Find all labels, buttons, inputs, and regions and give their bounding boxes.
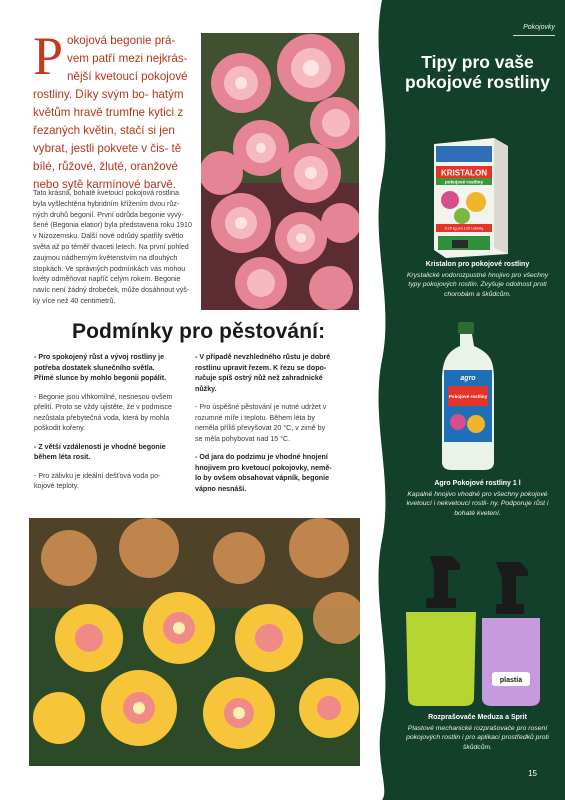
condition-item: - Pro spokojený růst a vývoj rostliny je potřeba dostatek slunečního světla. Přímé slunce by mohlo begonii popálit.	[34, 353, 167, 382]
conditions-left-column	[34, 352, 173, 500]
kristalon-dose-label: 0,25 kg pro 125 l zálivky	[444, 226, 484, 231]
agro-product-label: Pokojové rostliny	[448, 394, 488, 399]
section-tag-underline	[513, 35, 555, 36]
product-desc-sprayers: Plastové mechanické rozprašovače pro rosení pokojových rostlin i pro aplikaci prostředků proti škůdcům.	[406, 725, 549, 751]
condition-item: - Od jara do podzimu je vhodné hnojení hnojivem pro kvetoucí pokojovky, nemě- lo by ovšem obsahovat vápník, begonie vápno nesnáší.	[195, 453, 332, 493]
intro-body: Tato krásná, bohatě kvetoucí pokojová rostlina byla vyšlechtěna hybridním křížením dvou růz- ných druhů begonií. První odrůda begonie vyvý- šené (Begonia elatior) byla představena roku 1910 v Nizozemsku. Další nové odrůdy spatřily světlo světa až po téměř dvaceti letech. Na první pohled zaujmou nádherným květenstvím na dlouhých stopkách. Ve správných podmínkách vás mohou kvéty odměňovat napříč celým rokem. Begonie navíc není žádný drobeček, může dosáhnout výš- ky více než 40 centimetrů.	[33, 189, 192, 305]
section-tag: Pokojovky	[523, 24, 555, 31]
intro-block	[33, 26, 193, 194]
product-desc-kristalon: Krystalické vodorozpustné hnojivo pro všechny typy pokojových rostlin. Zvyšuje odolnost proti chorobám a škůdcům.	[406, 272, 549, 298]
agro-bottle-image	[440, 322, 496, 470]
tips-sidebar	[370, 0, 565, 800]
condition-item: - V případě nevzhledného růstu je dobré rostlinu upravit řezem. K řezu se dopo- ručuje spíš ostrý nůž než zahradnické nůžky.	[195, 353, 331, 393]
product-name-agro: Agro Pokojové rostliny 1 l	[434, 480, 521, 487]
page-number: 15	[528, 769, 537, 778]
intro-lead: okojová begonie prá- vem patří mezi nejkrás- nější kvetoucí pokojové rostliny. Díky svým bo- hatým květům hravě trumfne kytici z řezaných květin, stačí si jen vybrat, jestli pokvete v čis- tě bílé, růžové, žluté, oranžové nebo sytě karmínové barvě.	[33, 34, 188, 191]
condition-item: - Z větší vzdálenosti je vhodné begonie během léta rosit.	[34, 442, 166, 461]
condition-item: - Pro zálivku je ideální dešťová voda po- kojové teploty.	[34, 471, 161, 490]
sprayers-image	[400, 548, 560, 708]
kristalon-package-image	[428, 138, 510, 258]
condition-item: - Pro úspěšné pěstování je nutné udržet v rozumné míře i teplotu. Během léta by neměla příliš převyšovat 20 °C, v zimě by se měla pohybovat nad 15 °C.	[195, 403, 327, 443]
condition-item: - Begonie jsou vlhkomilné, nesnesou ovšem přelití. Proto se vždy ujistěte, že v podmisce nezůstala přebytečná voda, která by mohla poškodit kořeny.	[34, 392, 173, 432]
section-heading: Podmínky pro pěstování:	[72, 320, 326, 343]
sidebar-title: Tipy pro vaše pokojové rostliny	[405, 52, 550, 92]
product-desc-agro: Kapalné hnojivo vhodné pro všechny pokojové kvetoucí i nekvetoucí rostli- ny. Podporuje růst i bohaté kvetení.	[406, 491, 549, 517]
agro-brand-label: agro	[460, 375, 476, 382]
plastia-brand-label: plastia	[499, 677, 523, 684]
pink-begonia-photo	[201, 33, 359, 310]
dropcap: P	[33, 26, 64, 86]
yellow-begonia-photo	[29, 518, 360, 766]
product-name-sprayers: Rozprašovače Meduza a Sprit	[428, 714, 527, 721]
conditions-right-column	[195, 352, 334, 502]
product-name-kristalon: Kristalon pro pokojové rostliny	[425, 261, 530, 268]
kristalon-brand-label: KRISTALON	[440, 168, 488, 178]
kristalon-sub-label: pokojové rostliny	[444, 179, 484, 185]
